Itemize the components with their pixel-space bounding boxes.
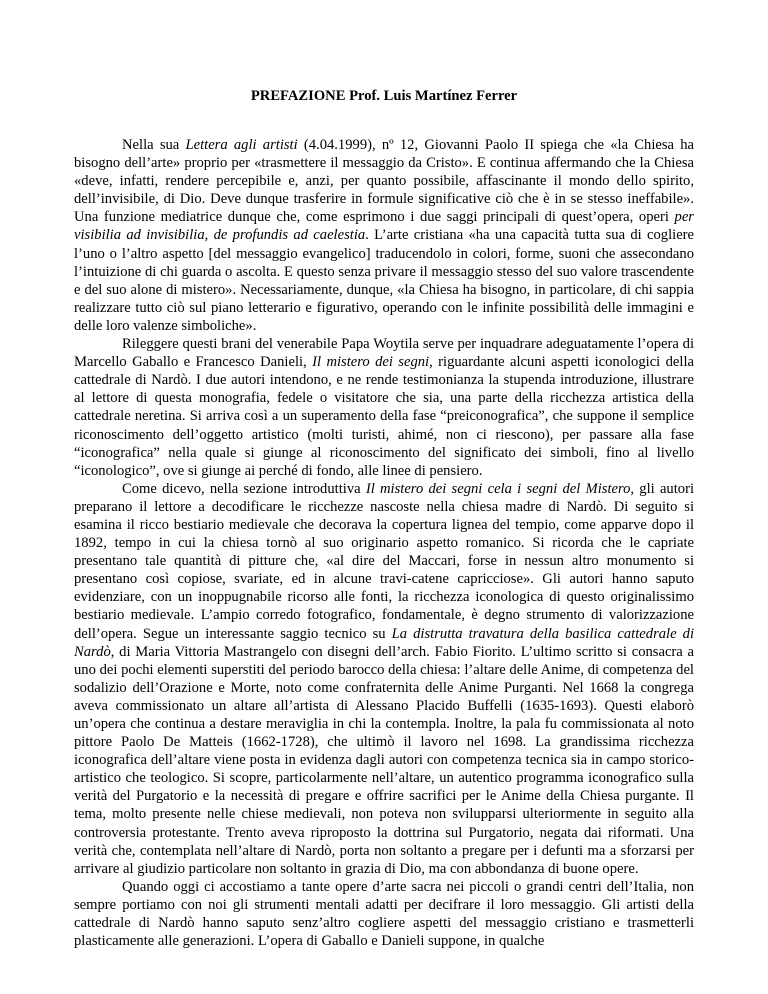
text-run: . L’arte cristiana «ha una capacità tutta sua di cogliere l’uno o l’altro aspetto [del messaggio evangelico] traducendolo in colori, forme, suoni che assecondano l’intuizione di chi guarda o ascolta. E questo senza privare il messaggio stesso del suo valore trascendente e del suo alone di mistero». Necessariamente, dunque, «la Chiesa ha bisogno, in particolare, di chi sappia realizzare tutto ciò sul piano letterario e figurativo, operando con le infinite possibilità delle immagini e delle loro valenze simboliche». xyxy=(74,227,695,334)
text-run: Quando oggi ci accostiamo a tante opere d’arte sacra nei piccoli o grandi centri dell’Italia, non sempre portiamo con noi gli strumenti mentali adatti per decifrare il loro messaggio. Gli artisti della cattedrale di Nardò hanno saputo senz’altro cogliere aspetti del messaggio cristiano e trasmetterli plasticamente alle generazioni. L’opera di Gaballo e Danieli suppone, in qualche xyxy=(74,878,694,950)
italic-text: Lettera agli artisti xyxy=(185,137,298,153)
text-run: Rileggere questi brani del venerabile Papa Woytila serve per inquadrare adeguatamente l’opera di Marcello Gaballo e Francesco Danieli, xyxy=(74,336,694,371)
italic-text: Il mistero dei segni xyxy=(312,354,430,371)
page-title: PREFAZIONE Prof. Luis Martínez Ferrer xyxy=(250,88,518,104)
paragraph xyxy=(74,480,694,878)
text-run: Come dicevo, nella sezione introduttiva xyxy=(122,480,366,497)
paragraph xyxy=(74,878,694,950)
text-run: , gli autori preparano il lettore a decodificare le ricchezze nascoste nella chiesa madre di Nardò. Di seguito si esamina il ricco bestiario medievale che decorava la copertura lignea del tempio, come apparve dopo il 1892, tempo in cui la chiesa tornò al suo originario aspetto romanico. Si ricorda che le capriate presentano tale quantità di pitture che, «al dire del Maccari, forse in nessun altro monumento si presentano così copiose, svariate, ed in alcune travi-catene capricciose». Gli autori hanno saputo evidenziare, con un inoppugnabile ricorso alle fonti, la ricchezza iconologica di questo originalissimo bestiario medievale. L’ampio corredo fotografico, fondamentale, è degno strumento di valorizzazione dell’opera. Segue un interessante saggio tecnico su xyxy=(74,480,694,642)
paragraph xyxy=(74,335,694,480)
text-run: Nella sua xyxy=(122,137,186,153)
italic-text: Il mistero dei segni cela i segni del Mistero xyxy=(365,480,631,497)
text-run: (4.04.1999), nº 12, Giovanni Paolo II spiega che «la Chiesa ha bisogno dell’arte» proprio per «trasmettere il messaggio da Cristo». E continua affermando che la Chiesa «deve, infatti, rendere percepibile e, anzi, per quanto possibile, affascinante il mondo dello spirito, dell’invisibile, di Dio. Deve dunque trasferire in formule significative ciò che è in se stesso ineffabile». Una funzione mediatrice dunque che, come esprimono i due saggi principali di quest’opera, operi xyxy=(74,137,694,226)
italic-text: per visibilia ad invisibilia xyxy=(74,209,694,244)
paragraph xyxy=(74,136,694,335)
text-run: , xyxy=(204,227,214,244)
document-body xyxy=(74,136,694,950)
italic-text: de profundis ad caelestia xyxy=(213,227,366,244)
italic-text: La distrutta travatura della basilica cattedrale di Nardò xyxy=(74,625,694,660)
text-run: , di Maria Vittoria Mastrangelo con disegni dell’arch. Fabio Fiorito. L’ultimo scritto si consacra a uno dei pochi elementi superstiti del periodo barocco della chiesa: l’altare delle Anime, di competenza del sodalizio dell’Orazione e Morte, noto come confraternita delle Anime Purganti. Nel 1668 la congrega aveva commissionato un altare all’artista di Alessano Placido Buffelli (1635-1693). Questi elaborò un’opera che continua a destare meraviglia in chi la contempla. Inoltre, la pala fu commissionata al noto pittore Paolo De Matteis (1662-1728), che ultimò il lavoro nel 1698. La grandissima ricchezza iconografica dell’altare viene posta in evidenza dagli autori con competenza tecnica sia in campo storico-artistico che teologico. Si scopre, particolarmente nell’altare, un autentico programma iconografico sulla verità del Purgatorio e la necessità di pregare e offrire sacrifici per le Anime della Chiesa purgante. Il tema, molto presente nelle chiese medievali, non poteva non svilupparsi ulteriormente in seguito alla controversia protestante. Trento aveva riproposto la dottrina sul Purgatorio, negata dai riformati. Una verità che, contemplata nell’altare di Nardò, porta non soltanto a pregare per i defunti ma a sforzarsi per arrivare al giudizio particolare non soltanto in grazia di Dio, ma con abbondanza di buone opere. xyxy=(74,643,694,877)
text-run: , riguardante alcuni aspetti iconologici della cattedrale di Nardò. I due autori intendono, e ne rende testimonianza la stupenda introduzione, illustrare al lettore di questa monografia, fedele o visitatore che sia, una parte della ricchezza artistica della cattedrale neretina. Si arriva così a un superamento della fase “preiconografica”, che suppone il semplice riconoscimento dell’oggetto artistico (molti turisti, ahimé, non ci riescono), per passare alla fase “iconografica” nella quale si giunge al riconoscimento del significato dei simboli, fino al livello “iconologico”, ove si giunge ai perché di fondo, alle linee di pensiero. xyxy=(74,354,694,479)
